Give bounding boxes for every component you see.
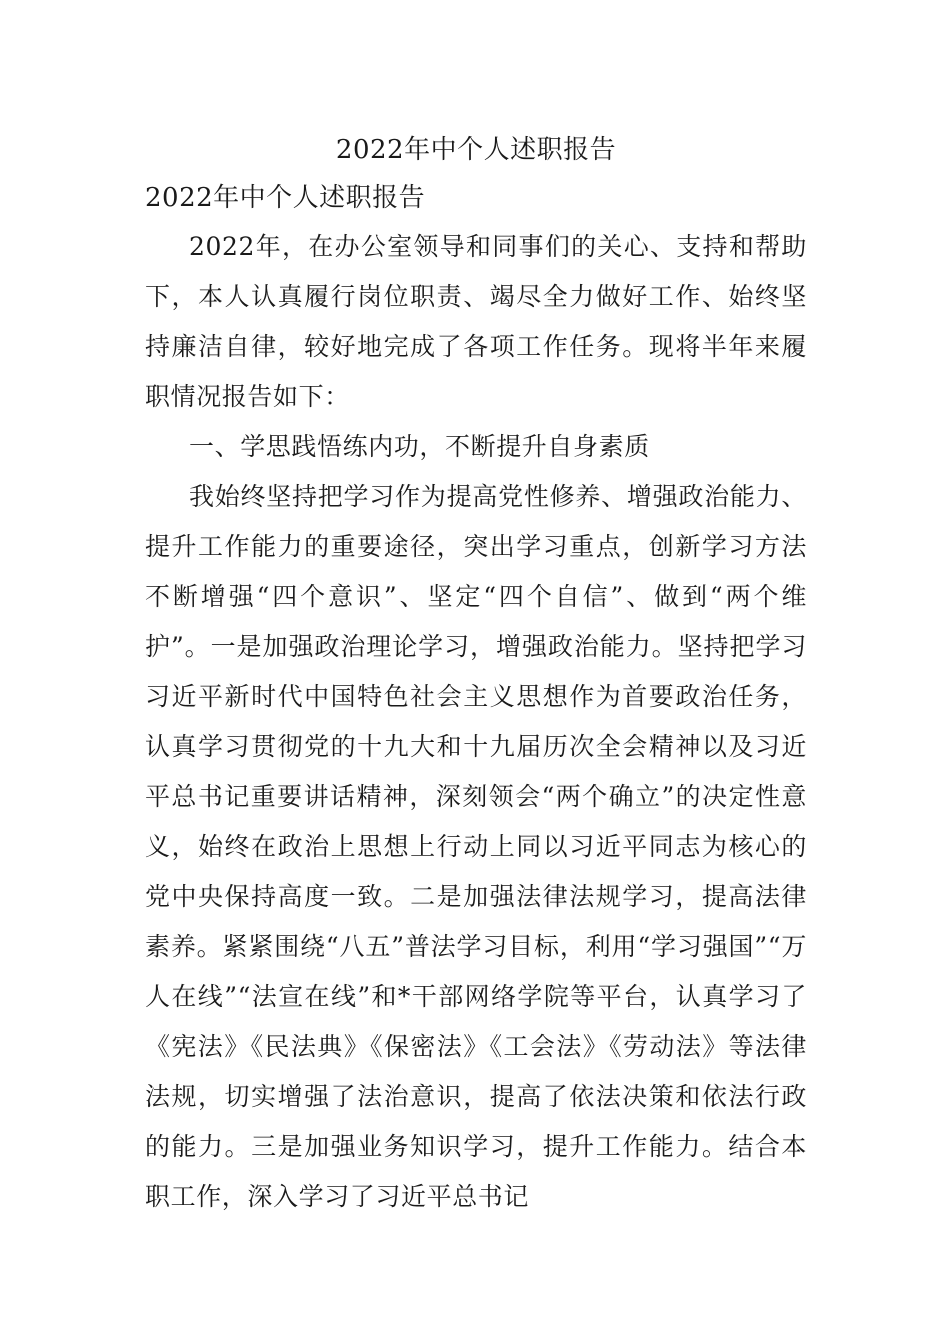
document-body: [145, 126, 807, 1222]
document-subtitle: 2022年中个人述职报告: [145, 183, 426, 213]
intro-paragraph: 2022年，在办公室领导和同事们的关心、支持和帮助下，本人认真履行岗位职责、竭尽全力做好工作、始终坚持廉洁自律，较好地完成了各项工作任务。现将半年来履职情况报告如下：: [145, 232, 807, 411]
section-paragraph: 我始终坚持把学习作为提高党性修养、增强政治能力、提升工作能力的重要途径，突出学习重点，创新学习方法不断增强“四个意识”、坚定“四个自信”、做到“两个维护”。一是加强政治理论学习，增强政治能力。坚持把学习习近平新时代中国特色社会主义思想作为首要政治任务，认真学习贯彻党的十九大和十九届历次全会精神以及习近平总书记重要讲话精神，深刻领会“两个确立”的决定性意义，始终在政治上思想上行动上同以习近平同志为核心的党中央保持高度一致。二是加强法律法规学习，提高法律素养。紧紧围绕“八五”普法学习目标，利用“学习强国”“万人在线”“法宣在线”和*干部网络学院等平台，认真学习了《宪法》《民法典》《保密法》《工会法》《劳动法》等法律法规，切实增强了法治意识，提高了依法决策和依法行政的能力。三是加强业务知识学习，提升工作能力。结合本职工作，深入学习了习近平总书记: [145, 482, 807, 1211]
section-heading: 一、学思践悟练内功，不断提升自身素质: [189, 432, 650, 461]
document-title: 2022年中个人述职报告: [335, 135, 617, 165]
